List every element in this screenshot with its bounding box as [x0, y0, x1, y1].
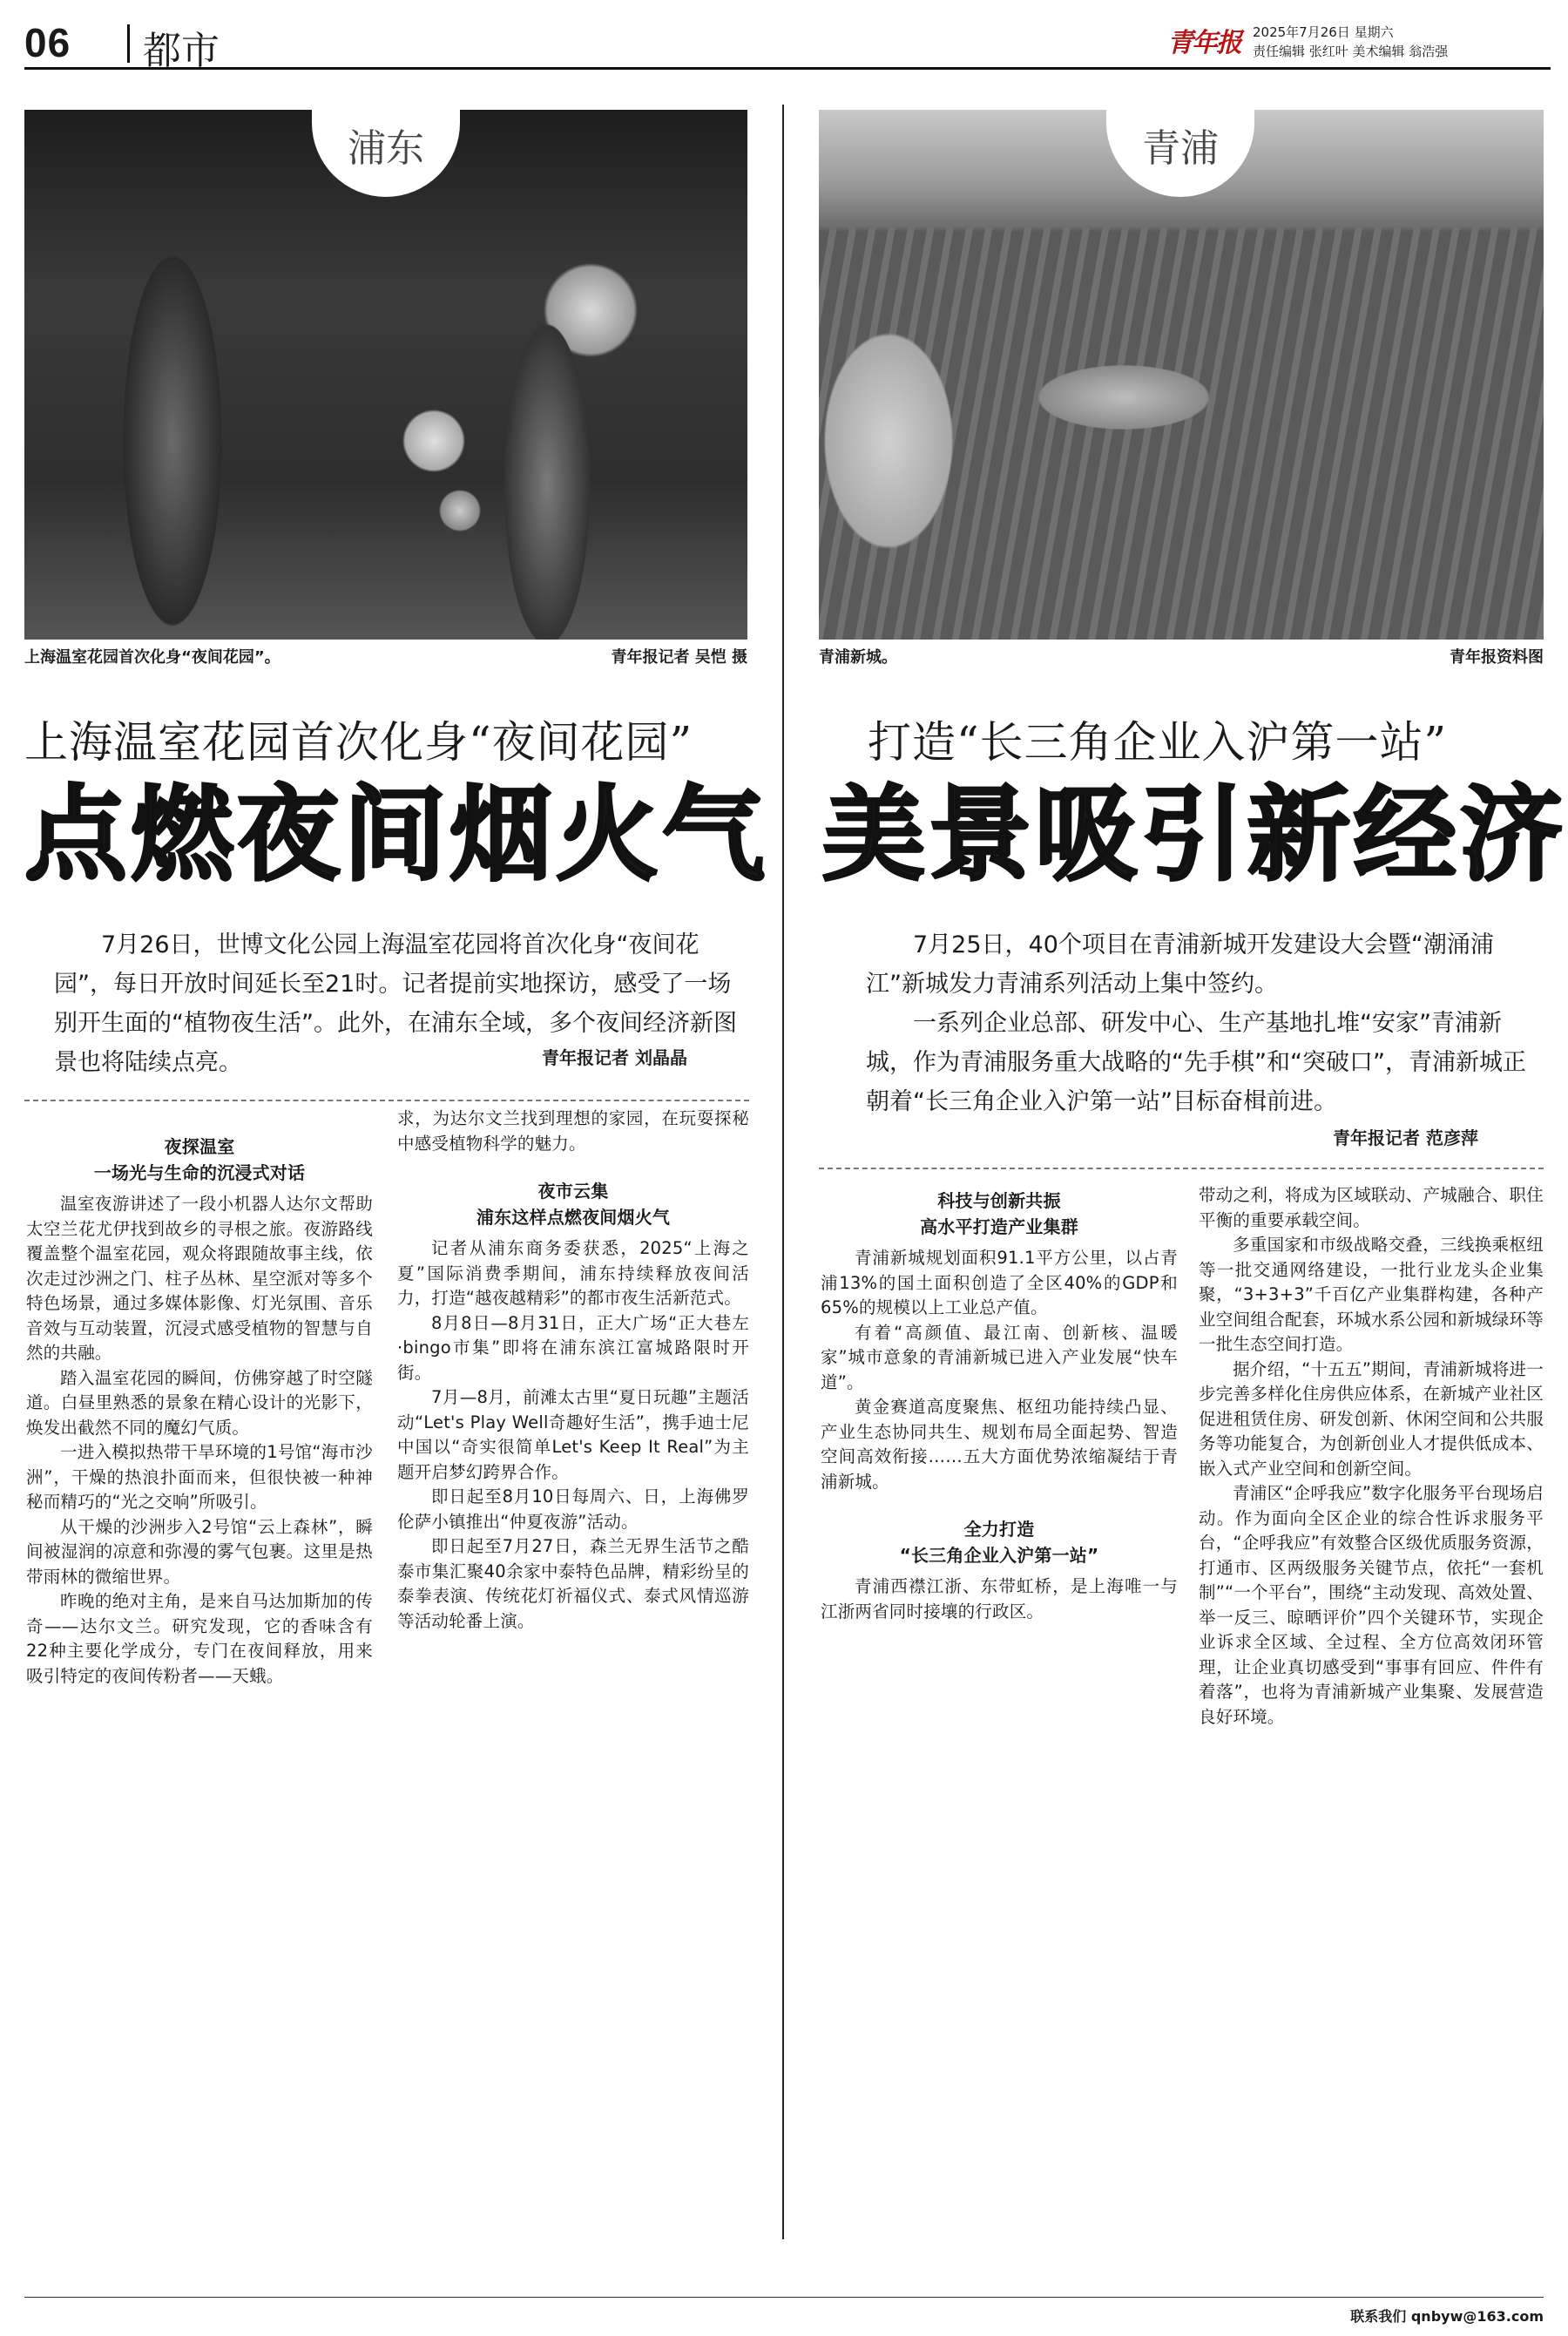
paragraph: 温室夜游讲述了一段小机器人达尔文帮助太空兰花尤伊找到故乡的寻根之旅。夜游路线覆盖整个温室花园，观众将跟随故事主线，依次走过沙洲之门、柱子丛林、星空派对等多个特色场景，通过多媒体影像、灯光氛围、音乐音效与互动装置，沉浸式感受植物的智慧与自然的共融。 [26, 1194, 373, 1363]
text-column-3 [821, 1183, 1178, 1624]
paragraph: 7月—8月，前滩太古里“夏日玩趣”主题活动“Let's Play Well奇趣好生活”，携手迪士尼中国以“奇实很简单Let's Keep It Real”为主题开启梦幻跨界合作。 [397, 1387, 749, 1482]
section-subtitle: “长三角企业入沪第一站” [899, 1545, 1099, 1566]
paragraph: 青浦新城规划面积91.1平方公里，以占青浦13%的国土面积创造了全区40%的GDP和65%的规模以上工业总产值。 [821, 1248, 1178, 1317]
header-meta [1253, 23, 1448, 61]
section-title: 科技与创新共振 [937, 1190, 1061, 1211]
editor-line: 责任编辑 张红叶 美术编辑 翁浩强 [1253, 44, 1449, 59]
paragraph: 昨晚的绝对主角，是来自马达加斯加的传奇——达尔文兰。研究发现，它的香味含有22种主要化学成分，专门在夜间释放，用来吸引特定的夜间传粉者——天蛾。 [26, 1591, 373, 1686]
region-badge-pudong: 浦东 [312, 110, 460, 197]
lede-rule [819, 1168, 1544, 1169]
article-byline: 青年报记者 刘晶晶 [542, 1047, 687, 1068]
photo-caption: 上海温室花园首次化身“夜间花园”。 [24, 648, 280, 667]
text-column-2 [397, 1107, 749, 1634]
paragraph: 踏入温室花园的瞬间，仿佛穿越了时空隧道。白昼里熟悉的景象在精心设计的光影下，焕发出截然不同的魔幻气质。 [26, 1367, 373, 1438]
photo-caption: 青浦新城。 [819, 648, 897, 667]
page-number: 06 [24, 20, 71, 65]
article-lede: 7月26日，世博文化公园上海温室花园将首次化身“夜间花园”，每日开放时间延长至21时。记者提前实地探访，感受了一场别开生面的“植物夜生活”。此外，在浦东全域，多个夜间经济新图景也将陆续点亮。 [54, 931, 737, 1076]
paragraph: 记者从浦东商务委获悉，2025“上海之夏”国际消费季期间，浦东持续释放夜间活力，打造“越夜越精彩”的都市夜生活新范式。 [397, 1238, 749, 1308]
photo-credit: 青年报资料图 [1450, 648, 1544, 667]
paragraph: 8月8日—8月31日，正大广场“正大巷左·bingo市集”即将在浦东滨江富城路限时开街。 [397, 1312, 749, 1383]
column-divider [782, 105, 784, 2239]
paragraph: 即日起至8月10日每周六、日，上海佛罗伦萨小镇推出“仲夏夜游”活动。 [397, 1486, 749, 1532]
masthead-logo: 青年报 [1167, 28, 1240, 58]
section-title: 全力打造 [963, 1519, 1035, 1540]
article-subheadline: 上海温室花园首次化身“夜间花园” [24, 717, 693, 768]
article-byline: 青年报记者 范彦萍 [1333, 1127, 1478, 1148]
lede-paragraph: 7月25日，40个项目在青浦新城开发建设大会暨“潮涌浦江”新城发力青浦系列活动上集中签约。 [866, 931, 1494, 998]
paragraph: 有着“高颜值、最江南、创新核、温暖家”城市意象的青浦新城已进入产业发展“快车道”。 [821, 1322, 1178, 1392]
region-badge-qingpu: 青浦 [1106, 110, 1254, 197]
photo-qingpu-new-city [819, 110, 1544, 640]
text-column-1 [26, 1129, 373, 1689]
section-title: 夜探温室 [164, 1136, 235, 1157]
lede-rule [24, 1100, 749, 1101]
paragraph: 求，为达尔文兰找到理想的家园，在玩耍探秘中感受植物科学的魅力。 [397, 1108, 749, 1154]
article-lede [866, 925, 1545, 1121]
photo-greenhouse-night [24, 110, 747, 640]
article-subheadline: 打造“长三角企业入沪第一站” [868, 717, 1448, 768]
header-divider [127, 24, 130, 63]
photo-credit: 青年报记者 吴恺 摄 [611, 648, 747, 667]
paragraph: 即日起至7月27日，森兰无界生活节之酷泰市集汇聚40余家中泰特色品牌，精彩纷呈的泰拳表演、传统花灯祈福仪式、泰式风情巡游等活动轮番上演。 [397, 1536, 749, 1631]
section-name: 都市 [143, 29, 220, 73]
section-subtitle: 高水平打造产业集群 [920, 1216, 1078, 1237]
article-headline: 美景吸引新经济 [822, 775, 1567, 895]
date-line: 2025年7月26日 星期六 [1253, 24, 1394, 40]
paragraph: 从干燥的沙洲步入2号馆“云上森林”，瞬间被湿润的凉意和弥漫的雾气包裹。这里是热带雨林的微缩世界。 [26, 1516, 373, 1587]
paragraph: 青浦区“企呼我应”数字化服务平台现场启动。作为面向全区企业的综合性诉求服务平台，“企呼我应”有效整合区级优质服务资源，打通市、区两级服务关键节点，依托“一套机制”“一个平台”，围绕“主动发现、高效处置、举一反三、晾晒评价”四个关键环节，实现企业诉求全区域、全过程、全方位高效闭环管理，让企业真切感受到“事事有回应、件件有着落”，也将为青浦新城产业集聚、发展营造良好环境。 [1199, 1483, 1544, 1727]
section-subtitle: 一场光与生命的沉浸式对话 [93, 1162, 306, 1183]
footer-rule [24, 2297, 1544, 2298]
lede-paragraph: 一系列企业总部、研发中心、生产基地扎堆“安家”青浦新城，作为青浦服务重大战略的“先手棋”和“突破口”，青浦新城正朝着“长三角企业入沪第一站”目标奋楫前进。 [866, 1010, 1526, 1115]
text-column-4 [1199, 1183, 1544, 1730]
paragraph: 青浦西襟江浙、东带虹桥，是上海唯一与江浙两省同时接壤的行政区。 [821, 1576, 1178, 1622]
paragraph: 多重国家和市级战略交叠，三线换乘枢纽等一批交通网络建设，一批行业龙头企业集聚，“3+3+3”千百亿产业集群构建，各种产业空间组合配套，环城水系公园和新城绿环等一批生态空间打造。 [1199, 1235, 1544, 1354]
section-subtitle: 浦东这样点燃夜间烟火气 [476, 1207, 671, 1228]
paragraph: 带动之利，将成为区域联动、产城融合、职住平衡的重要承载空间。 [1199, 1185, 1544, 1230]
paragraph: 黄金赛道高度聚焦、枢纽功能持续凸显、产业生态协同共生、规划布局全面起势、智造空间高效衔接……五大方面优势浓缩凝结于青浦新城。 [821, 1397, 1178, 1492]
paragraph: 据介绍，“十五五”期间，青浦新城将进一步完善多样化住房供应体系，在新城产业社区促进租赁住房、研发创新、休闲空间和公共服务等功能复合，为创新创业人才提供低成本、嵌入式产业空间和创新空间。 [1199, 1358, 1544, 1479]
article-headline: 点燃夜间烟火气 [24, 775, 769, 895]
section-title: 夜市云集 [537, 1181, 609, 1202]
page-header [24, 17, 1551, 73]
footer-contact: 联系我们 qnbyw@163.com [1350, 2308, 1544, 2325]
paragraph: 一进入模拟热带干旱环境的1号馆“海市沙洲”，干燥的热浪扑面而来，但很快被一种神秘而精巧的“光之交响”所吸引。 [26, 1442, 373, 1512]
